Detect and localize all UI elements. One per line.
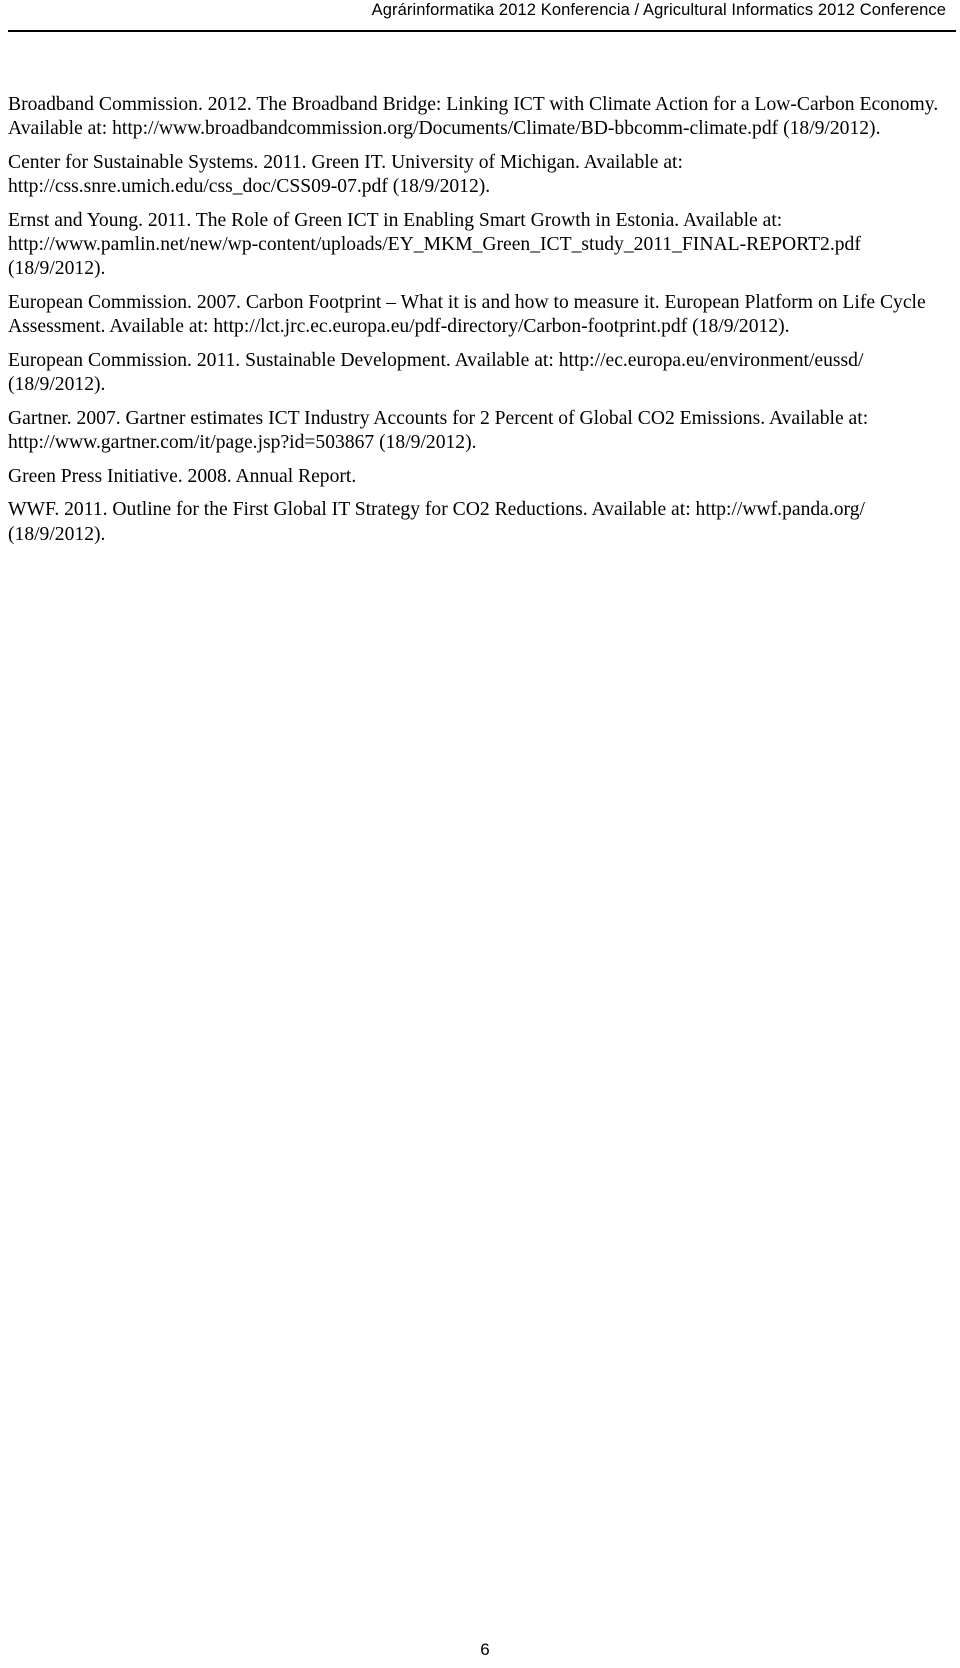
reference-entry: Center for Sustainable Systems. 2011. Green IT. University of Michigan. Available at: http://css.snre.umich.edu/css_doc/CSS09-07.pdf (18/9/2012). <box>8 151 683 198</box>
reference-entry: Gartner. 2007. Gartner estimates ICT Industry Accounts for 2 Percent of Global CO2 Emissions. Available at: http://www.gartner.com/it/page.jsp?id=503867 (18/9/2012). <box>8 407 869 454</box>
reference-entry: Green Press Initiative. 2008. Annual Report. <box>8 465 357 487</box>
page-number: 6 <box>480 1640 490 1659</box>
reference-entry: European Commission. 2007. Carbon Footprint – What it is and how to measure it. European Platform on Life Cycle Assessment. Available at: http://lct.jrc.ec.europa.eu/pdf-directory/Carbon-footprint.pdf (18/9/2012). <box>8 291 926 338</box>
reference-entry: European Commission. 2011. Sustainable Development. Available at: http://ec.europa.eu/environment/eussd/ (18/9/2012). <box>8 349 864 396</box>
reference-entry: Broadband Commission. 2012. The Broadband Bridge: Linking ICT with Climate Action for a Low-Carbon Economy. Available at: http://www.broadbandcommission.org/Documents/Climate/BD-bbcomm-climate.pdf (18/9/2012). <box>8 94 939 140</box>
reference-entry: Ernst and Young. 2011. The Role of Green ICT in Enabling Smart Growth in Estonia. Available at: http://www.pamlin.net/new/wp-content/uploads/EY_MKM_Green_ICT_study_2011_FINAL-REPORT2.pdf (18/9/2012). <box>8 209 861 280</box>
header-divider <box>8 30 956 32</box>
conference-title: Agrárinformatika 2012 Konferencia / Agricultural Informatics 2012 Conference <box>371 1 946 19</box>
reference-entry: WWF. 2011. Outline for the First Global IT Strategy for CO2 Reductions. Available at: http://wwf.panda.org/ (18/9/2012). <box>8 499 865 545</box>
page-header <box>0 0 960 36</box>
reference-list <box>8 93 953 556</box>
